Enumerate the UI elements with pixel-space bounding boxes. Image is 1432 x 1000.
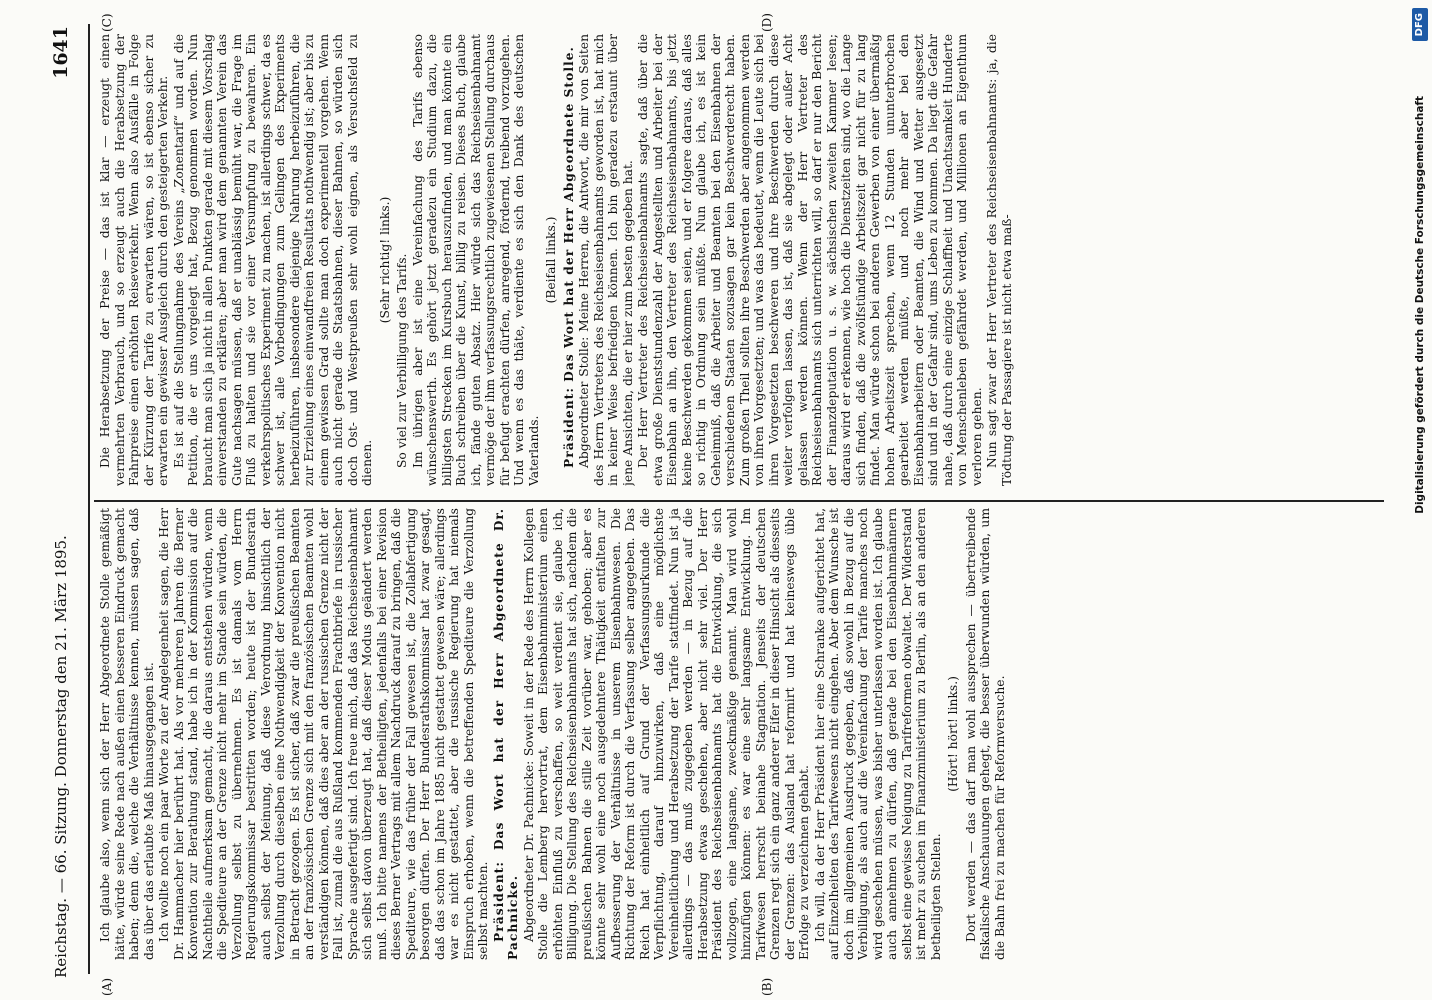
paragraph: Ich glaube also, wenn sich der Herr Abgeordnete Stolle gemäßigt hätte, würde seine Rede nach außen einen besseren Eindruck gemacht haben; denn die, welche die Verhältnisse kennen, müssen sagen, daß das über das erlaubte Maß hinausgegangen ist. xyxy=(98,508,156,960)
paragraph: Dort werden — das darf man wohl aussprechen — übertreibende fiskalische Anschauungen gehegt, die besser überwunden würden, um die Bahn frei zu machen für Reformversuche. xyxy=(963,508,1007,960)
credit-text: Digitalisierung gefördert durch die Deutsche Forschungsgemeinschaft xyxy=(1414,96,1426,514)
paragraph: Abgeordneter Dr. Pachnicke: Soweit in der Rede des Herrn Kollegen Stolle die Lemberg hervortrat, dem Eisenbahnministerium einen erhöhten Einfluß zu verschaffen, so weit verdient sie, glaube ich, Billigung. Die Stellung des Reichseisenbahnamts hat sich, nachdem die preußischen Bahnen die stille Zeit vorüber war, gehoben; aber es könnte sehr wohl eine noch ausgedehntere Thätigkeit entfalten zur Aufbesserung der Verhältnisse in unserem Eisenbahnwesen. Die Richtung der Reform ist durch die Verfassung selber angegeben. Das Reich hat einheitlich auf Grund der Verfassungsurkunde die Verpflichtung, darauf hinzuwirken, daß eine möglichste Vereinheitlichung und Herabsetzung der Tarife stattfindet. Nun ist ja allerdings — das muß zugegeben werden — in Bezug auf die Herabsetzung etwas geschehen, aber nicht sehr viel. Der Herr Präsident des Reichseisenbahnamts hat die Entwicklung, die sich vollzogen, eine langsame, zweckmäßige genannt. Man wird wohl hinzufügen können: es war eine sehr langsame Entwicklung. Im Tarifwesen herrscht beinahe Stagnation. Jenseits der deutschen Grenzen regt sich ein ganz anderer Eifer in dieser Hinsicht als diesseits der Grenzen: das Ausland hat reformirt und hat keineswegs üble Erfolge zu verzeichnen gehabt. xyxy=(521,508,811,960)
margin-marker-c: (C) xyxy=(100,13,114,32)
interjection: (Sehr richtig! links.) xyxy=(377,196,392,324)
paragraph: Abgeordneter Stolle: Meine Herren, die Antwort, die mir von Seiten des Herrn Vertreters des Reichseisenbahnamts geworden ist, hat mich in keiner Weise befriedigen können. Ich bin geradezu erstaunt über jene Ansichten, die er hier zum besten gegeben hat. xyxy=(577,34,635,486)
paragraph: Der Herr Vertreter des Reichseisenbahnamts sagte, daß über die etwa große Dienststundenzahl der Angestellten und Arbeiter bei der Eisenbahn an ihn, den Vertreter des Reichseisenbahnamts, bis jetzt keine Beschwerden gekommen seien, und er folgere daraus, daß alles so richtig in Ordnung sein müßte. Nun glaube ich, es ist kein Geheimniß, daß die Arbeiter und Beamten bei den Eisenbahnen der verschiedenen Staaten sozusagen gar kein Beschwerderecht haben. Zum großen Theil sollten ihre Beschwerden aber angenommen werden von ihren Vorgesetzten; und was das bedeutet, wenn die Leute sich bei ihren Vorgesetzten beschweren und ihre Beschwerden durch diese weiter verfolgen lassen, das ist, daß sie abgelegt oder außer Acht gelassen werden können. Wenn der Herr Vertreter des Reichseisenbahnamts sich unterrichten will, so darf er nur den Bericht der Finanzdeputation u. s. w. sächsischen zweiten Kammer lesen; daraus wird er erkennen, wie hoch die Dienstzeiten sind, wo die Lange sich finden, daß die zwölfstündige Arbeitszeit gar nicht für zu lang findet. Man würde schon bei anderen Gewerben von einer übermäßig hohen Arbeitszeit sprechen, wenn 12 Stunden ununterbrochen gearbeitet werden müßte, und noch mehr aber bei den Eisenbahnarbeitern oder Beamten, die Wind und Wetter ausgesetzt sind und in der Gefahr sind, ums Leben zu kommen. Da liegt die Gefahr nahe, daß durch eine einzige Schlaffheit und Unachtsamkeit Hunderte von Menschenleben gefährdet werden, und Millionen an Eigenthum verloren gehen. xyxy=(636,34,984,486)
page-number: 1641 xyxy=(50,26,72,79)
paragraph: So viel zur Verbilligung des Tarifs. xyxy=(395,253,409,468)
page-header xyxy=(48,22,86,978)
margin-marker-b: (B) xyxy=(760,977,774,996)
interjection: (Beifall links.) xyxy=(544,216,558,304)
right-column xyxy=(98,34,1388,486)
paragraph: Die Herabsetzung der Preise — das ist klar — erzeugt einen vermehrten Verbrauch, und so erzeugt auch die Herabsetzung der Fahrpreise einen erhöhten Reiseverkehr. Wenn also Ausfälle in Folge der Kürzung der Tarife zu erwarten wären, so ist ebenso sicher zu erwarten ein gewisser Ausgleich durch den gesteigerten Verkehr. xyxy=(98,34,170,486)
paragraph: Im übrigen aber ist eine Vereinfachung des Tarifs ebenso wünschenswerth. Es gehört jetzt geradezu ein Studium dazu, die billigsten Strecken im Kursbuch herauszufinden, und man könnte ein Buch schreiben über die Kunst, billig zu reisen. Dieses Buch, glaube ich, fände guten Absatz. Hier würde sich das Reichseisenbahnamt vermöge der ihm verfassungsrechtlich zugewiesenen Stellung durchaus für befugt erachten dürfen, anregend, fördernd, treibend vorzugehen. Und wenn es das thäte, verdiente es sich den Dank des deutschen Vaterlands. xyxy=(410,34,541,486)
dfg-logo: DFG xyxy=(1412,8,1428,41)
speaker-line: Präsident: Das Wort hat der Herr Abgeordnete Dr. Pachnicke. xyxy=(490,508,520,960)
paragraph: Es ist auf die Stellungnahme des Vereins „Zonentarif“ und auf die Petition, die er uns vorgelegt hat, Bezug genommen worden. Nun braucht man sich ja nicht in allen Punkten gerade mit diesem Vorschlag einverstanden zu erklären; aber man wird dem genannten Verein das Gute nachsagen müssen, daß er unablässig bemüht war, die Frage im Fluß zu halten und sie vor einer Versumpfung zu bewahren. Ein verkehrspolitisches Experiment zu machen, ist allerdings schwer, da es schwer ist, alle Vorbedingungen zum Gelingen des Experiments herbeizuführen, insbesondere diejenige Nahrung herbeizuführen, die zur Erzielung eines einwandfreien Resultats nothwendig ist; aber bis zu einem gewissen Grad sollte man doch experimentell vorgehen. Wenn auch nicht gerade die Staatsbahnen, dieser Bahnen, so würden sich doch Ost- und Westpreußen sehr wohl eignen, als Versuchsfeld zu dienen. xyxy=(171,34,374,486)
paragraph: Ich wollte noch ein paar Worte zu der Angelegenheit sagen, die Herr Dr. Hammacher hier berührt hat. Als vor mehreren Jahren die Berner Konvention zur Berathung stand, habe ich in der Kommission auf die Nachtheile aufmerksam gemacht, die daraus entstehen würden, wenn die Spediteure an der Grenze nicht mehr im Stande sein würden, die Verzollung selbst zu übernehmen. Es ist damals vom Herrn Regierungskommissar bestritten worden; heute ist der Bundesrath auch selbst der Meinung, daß diese Verordnung hinsichtlich der Verzollung durch dieselben eine Nothwendigkeit der Konvention nicht in Betracht gezogen. Es ist sicher, daß zwar die preußischen Beamten an der französischen Grenze sich mit den französischen Beamten wohl verständigen können, daß dies aber an der russischen Grenze nicht der Fall ist, zumal die aus Rußland kommenden Frachtbriefe in russischer Sprache ausgefertigt sind. Ich freue mich, daß das Reichseisenbahnamt sich selbst davon überzeugt hat, daß dieser Modus geändert werden muß. Ich bitte namens der Betheiligten, jedenfalls bei einer Revision dieses Berner Vertrags mit allem Nachdruck darauf zu bringen, daß die Spediteure, wie das früher der Fall gewesen ist, die Zollabfertigung besorgen dürfen. Der Herr Bundesrathskommissar hat zwar gesagt, daß das schon im Jahre 1885 nicht gestattet gewesen wäre; allerdings war es nicht gestattet, aber die russische Regierung hat niemals Einspruch erhoben, wenn die betreffenden Spediteure die Verzollung selbst machten. xyxy=(157,508,490,960)
margin-marker-a: (A) xyxy=(100,977,114,996)
paragraph: Ich will, da der Herr Präsident hier eine Schranke aufgerichtet hat, auf Einzelheiten des Tarifwesens nicht eingehen. Aber dem Wunsche ist doch im allgemeinen Ausdruck gegeben, daß sowohl in Bezug auf die Verbilligung, als auch auf die Vereinfachung der Tarife manches noch wird geschehen müssen, was bisher unterlassen worden ist. Ich glaube auch annehmen zu dürfen, daß gerade bei den Eisenbahnmännern selbst eine gewisse Neigung zu Tarifreformen obwaltet. Der Widerstand ist mehr zu suchen im Finanzministerium zu Berlin, als an den anderen betheiligten Stellen. xyxy=(812,508,943,960)
header-rule xyxy=(88,24,90,974)
column-divider xyxy=(94,500,1384,502)
margin-marker-d: (D) xyxy=(760,13,774,32)
digitization-credit xyxy=(1408,0,1432,1000)
left-column xyxy=(98,508,1388,960)
paragraph: Nun sagt zwar der Herr Vertreter des Reichseisenbahnamts: ja, die Tödtung der Passagiere ist nicht etwa maß- xyxy=(985,34,1014,486)
running-header: Reichstag. — 66. Sitzung. Donnerstag den 21. März 1895. xyxy=(52,535,70,978)
speaker-line: Präsident: Das Wort hat der Herr Abgeordnete Stolle. xyxy=(560,46,576,468)
interjection: (Hört! hört! links.) xyxy=(946,676,960,792)
